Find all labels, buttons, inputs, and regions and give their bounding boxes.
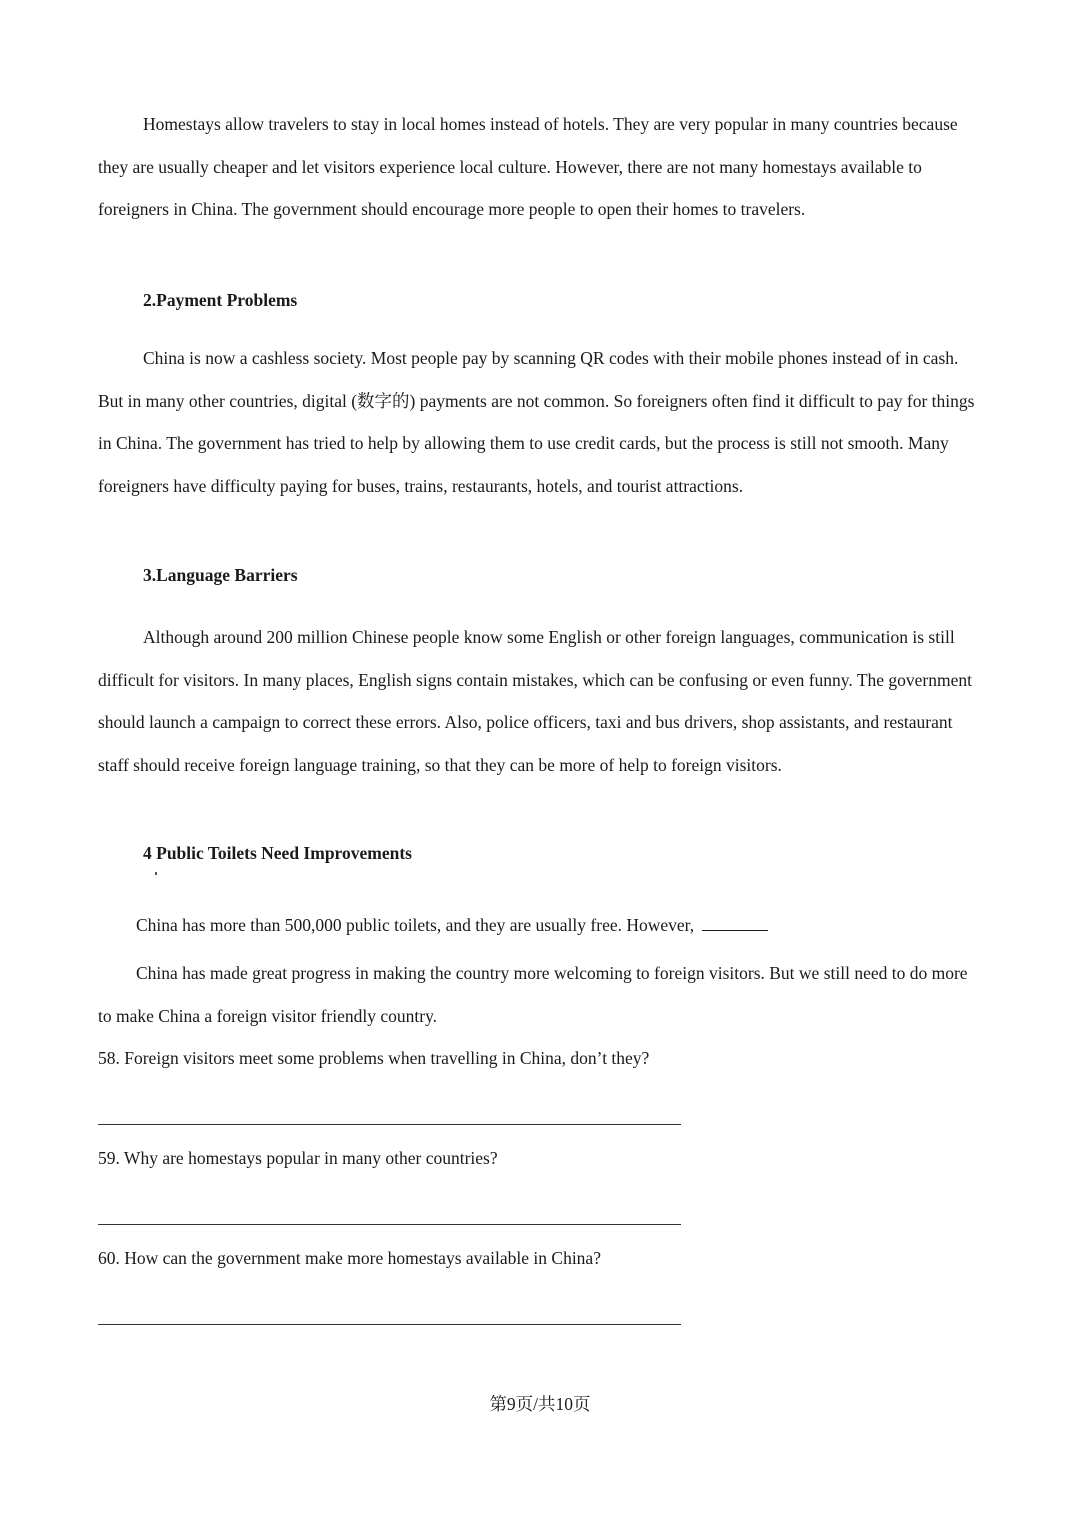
page-number-footer: 第9页/共10页 [489, 1394, 591, 1414]
question-60: 60. How can the government make more homestays available in China? [98, 1248, 601, 1268]
fill-in-blank[interactable] [702, 914, 768, 931]
answer-line-60[interactable] [98, 1324, 681, 1325]
payment-paragraph: China is now a cashless society. Most people pay by scanning QR codes with their mobile phones instead of in cash. But in many other countries, digital (数字的) payments are not common. So foreigners often find it difficult to pay for things in China. The government has tried to help by allowing them to use credit cards, but the process is still not smooth. Many foreigners have difficulty paying for buses, trains, restaurants, hotels, and tourist attractions. [98, 348, 975, 496]
homestays-paragraph: Homestays allow travelers to stay in local homes instead of hotels. They are very popular in many countries because they are usually cheaper and let visitors experience local culture. However, there are not many homestays available to foreigners in China. The government should encourage more people to open their homes to travelers. [98, 114, 958, 219]
language-paragraph: Although around 200 million Chinese people know some English or other foreign languages, communication is still difficult for visitors. In many places, English signs contain mistakes, which can be confusing or even funny. The government should launch a campaign to correct these errors. Also, police officers, taxi and bus drivers, shop assistants, and restaurant staff should receive foreign language training, so that they can be more of help to foreign visitors. [98, 627, 973, 775]
toilets-paragraph [136, 913, 768, 937]
answer-line-59[interactable] [98, 1224, 681, 1225]
answer-line-58[interactable] [98, 1124, 681, 1125]
payment-problems-heading: 2.Payment Problems [143, 290, 298, 310]
language-barriers-heading: 3.Language Barriers [143, 565, 298, 585]
toilets-paragraph-text: China has more than 500,000 public toilets, and they are usually free. However, [136, 915, 695, 935]
question-59: 59. Why are homestays popular in many other countries? [98, 1148, 498, 1168]
public-toilets-heading: 4 Public Toilets Need Improvements [143, 843, 412, 863]
question-58: 58. Foreign visitors meet some problems when travelling in China, don’t they? [98, 1048, 650, 1068]
print-speck [155, 872, 157, 875]
conclusion-paragraph: China has made great progress in making the country more welcoming to foreign visitors. But we still need to do more to make China a foreign visitor friendly country. [98, 963, 968, 1026]
